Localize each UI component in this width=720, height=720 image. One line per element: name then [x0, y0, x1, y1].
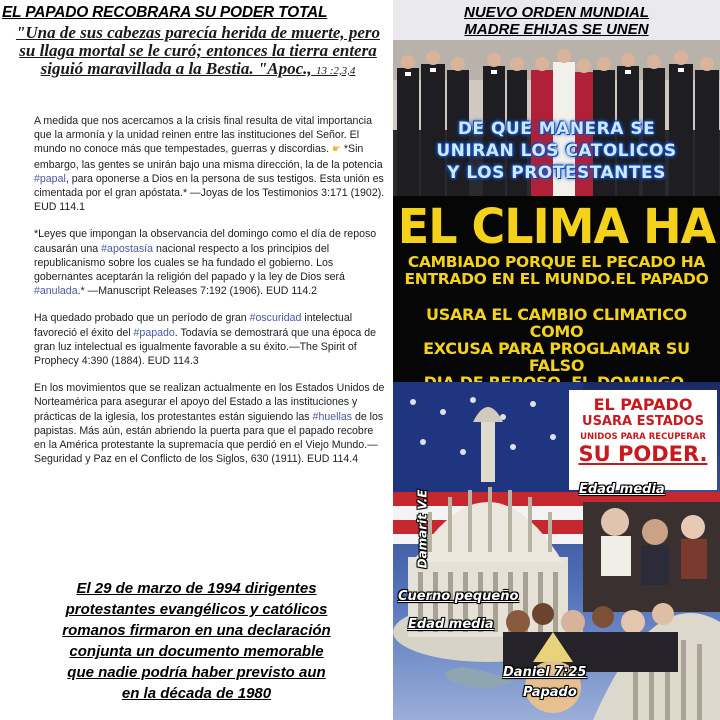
climate-panel — [393, 196, 720, 382]
nom-overlay-line-2: UNIRAN LOS CATOLICOS — [436, 141, 677, 161]
paragraph-2-text-c: .* —Manuscript Releases 7:192 (1906). EUD 114.2 — [77, 285, 318, 298]
paragraph-3-text-a: Ha quedado probado que un período de gran — [34, 312, 250, 325]
paragraph-2 — [34, 227, 386, 298]
apocalypse-quote — [8, 24, 388, 80]
label-daniel-725: Daniel 7:25 — [503, 665, 587, 680]
nom-overlay-line-3: Y LOS PROTESTANTES — [447, 163, 666, 183]
bottom-line-6: en la década de 1980 — [121, 685, 272, 702]
label-papado: Papado — [523, 685, 577, 700]
climate-line-1: CAMBIADO PORQUE EL PECADO HA — [407, 253, 706, 271]
bottom-line-1: El 29 de marzo de 1994 dirigentes — [76, 580, 317, 597]
paragraph-3-text-b: intelectual favoreció el éxito del — [34, 312, 353, 339]
label-edad-media-top: Edad media — [579, 482, 665, 497]
papado-collage-panel — [393, 382, 720, 720]
pointing-hand-icon: ☛ — [331, 144, 341, 156]
paragraph-1-text-a: A medida que nos acercamos a la crisis final resulta de vital importancia que la armonía y la unidad reinen entre las instituciones del Señor. El mundo no conoce más que tempestades, guerras y discordias. — [34, 115, 372, 156]
paragraph-3 — [34, 311, 386, 368]
bottom-declaration — [0, 578, 393, 704]
paragraph-1-text-c: , para oponerse a Dios en la persona de sus testigos. Esta unión es cimentada por el gran apóstata.* —Joyas de los Testimonios 3:171 (1902). EUD 114.1 — [34, 172, 385, 214]
paragraph-2-text-a: *Leyes que impongan la observancia del domingo como el día de reposo causarán una — [34, 228, 377, 255]
hashtag-apostasia[interactable]: #apostasía — [101, 242, 153, 255]
paragraph-4 — [34, 381, 386, 466]
climate-subtext-2 — [397, 306, 716, 391]
papado-box-line-4: SU PODER. — [578, 442, 708, 466]
paragraph-1 — [34, 114, 386, 214]
bottom-line-3: romanos firmaron en una declaración — [62, 622, 331, 639]
label-edad-media-bottom: Edad media — [408, 617, 494, 632]
bottom-line-4: conjunta un documento memorable — [69, 643, 324, 660]
nom-title-line-2: MADRE EHIJAS SE UNEN — [464, 21, 649, 38]
paragraph-1-text-b: *Sin embargo, las gentes se unirán bajo una misma dirección, la de la potencia — [34, 143, 383, 171]
paragraph-4-text-a: En los movimientos que se realizan actualmente en los Estados Unidos de Norteamérica para asegurar el apoyo del Estado a las instituciones y prácticas de la iglesia, los protestantes están siguiendo las — [34, 382, 385, 423]
paragraph-2-text-b: nacional respecto a los principios del republicanismo sobre los cuales se ha fundado el gobierno. Los gobernantes aceptarán la religión del papado y la ley de Dios será — [34, 242, 345, 284]
papado-headline-box — [569, 390, 717, 490]
paragraph-4-text-b: de los papistas. Más aún, están abriendo la puerta para que el papado recobre en la América protestante la supremacía que perdió en el Viejo Mundo.—Seguridad y Paz en el Conflicto de los Siglos, 630 (1911). EUD 114.4 — [34, 410, 384, 466]
nom-overlay-line-1: DE QUE MANERA SE — [457, 119, 656, 139]
nom-panel — [393, 0, 720, 196]
hashtag-oscuridad[interactable]: #oscuridad — [249, 312, 302, 325]
nom-title-line-1: NUEVO ORDEN MUNDIAL — [463, 4, 649, 21]
nom-overlay-text — [393, 118, 720, 184]
body-paragraphs — [34, 114, 386, 479]
climate-subtext-1 — [399, 254, 714, 288]
hashtag-anulada[interactable]: #anulada — [34, 285, 78, 298]
hashtag-huellas[interactable]: #huellas — [312, 410, 353, 423]
papado-box-line-1: EL PAPADO — [593, 395, 693, 414]
papado-box-line-3: UNIDOS PARA RECUPERAR — [580, 432, 706, 442]
nom-title — [393, 4, 720, 38]
paragraph-3-text-c: . Todavía se demostrará que una época de gran luz intelectual es igualmente favorable a su éxito.—The Spirit of Prophecy 4:390 (1884). EUD 114.3 — [34, 326, 377, 368]
right-column — [393, 0, 720, 720]
label-cuerno-pequeno: Cuerno pequeño — [398, 589, 519, 604]
climate-headline: EL CLIMA HA — [397, 197, 716, 255]
quote-text: "Una de sus cabezas parecía herida de muerte, pero su llaga mortal se le curó; entonces la tierra entera siguió maravillada a la Bestia. "Apoc., — [15, 23, 381, 78]
bottom-line-5: que nadie podría haber previsto aun — [67, 664, 326, 681]
bottom-line-2: protestantes evangélicos y católicos — [65, 601, 328, 618]
label-damarit-watermark: Damarit V.E — [415, 489, 430, 569]
hashtag-papal[interactable]: #papal — [34, 172, 66, 185]
climate-line-3: USARA EL CAMBIO CLIMATICO COMO — [426, 305, 687, 341]
papado-box-line-2: USARA ESTADOS — [582, 414, 704, 429]
quote-reference: 13 :2,3,4 — [315, 65, 356, 77]
hashtag-papado[interactable]: #papado — [133, 326, 175, 339]
climate-line-2: ENTRADO EN EL MUNDO.EL PAPADO — [404, 270, 709, 288]
left-header: EL PAPADO RECOBRARA SU PODER TOTAL — [2, 4, 328, 21]
climate-line-4: EXCUSA PARA PROGLAMAR SU FALSO — [423, 339, 690, 375]
